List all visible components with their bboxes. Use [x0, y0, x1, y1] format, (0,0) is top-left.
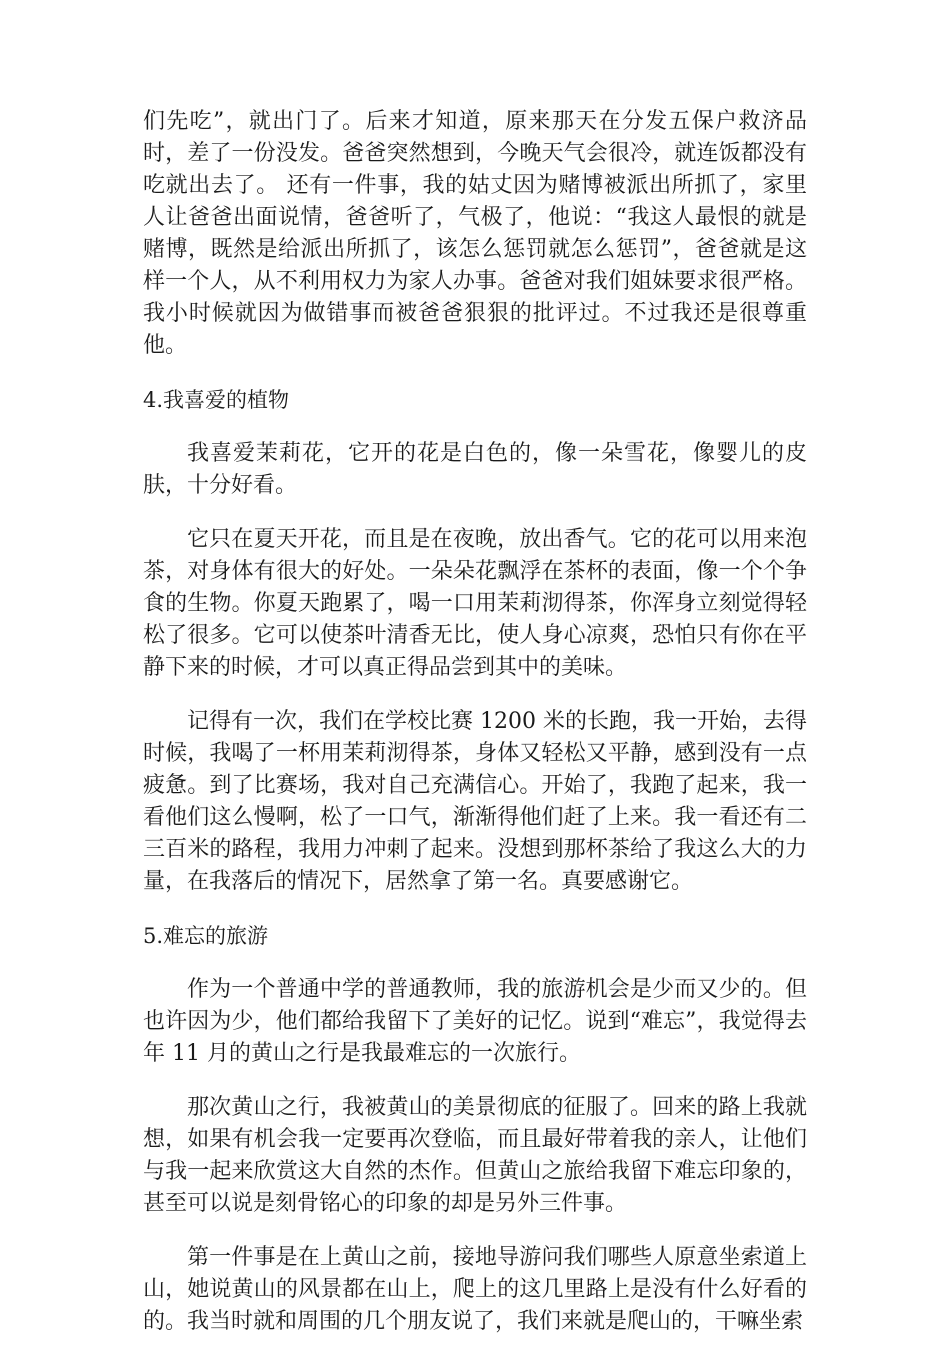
paragraph-travel-intro: 作为一个普通中学的普通教师，我的旅游机会是少而又少的。但也许因为少，他们都给我留下了美好的记忆。说到“难忘”，我觉得去年 11 月的黄山之行是我最难忘的一次旅行。 [143, 977, 807, 1066]
paragraph-jasmine-intro: 我喜爱茉莉花，它开的花是白色的，像一朵雪花，像婴儿的皮肤，十分好看。 [143, 441, 807, 498]
paragraph-father-story: 们先吃”，就出门了。后来才知道，原来那天在分发五保户救济品时，差了一份没发。爸爸突然想到，今晚天气会很冷，就连饭都没有吃就出去了。 还有一件事，我的姑丈因为赌博被派出所抓了，家里人让爸爸出面说情，爸爸听了，气极了，他说：“我这人最恨的就是赌博，既然是给派出所抓了，该怎么惩罚就怎么惩罚”，爸爸就是这样一个人，从不利用权力为家人办事。爸爸对我们姐妹要求很严格。我小时候就因为做错事而被爸爸狠狠的批评过。不过我还是很尊重他。 [143, 109, 807, 358]
paragraph-jasmine-tea: 它只在夏天开花，而且是在夜晚，放出香气。它的花可以用来泡茶，对身体有很大的好处。一朵朵花飘浮在茶杯的表面，像一个个争食的生物。你夏天跑累了，喝一口用茉莉沏得茶，你浑身立刻觉得轻松了很多。它可以使茶叶清香无比，使人身心凉爽，恐怕只有你在平静下来的时候，才可以真正得品尝到其中的美味。 [143, 527, 807, 680]
paragraph-race-story: 记得有一次，我们在学校比赛 1200 米的长跑，我一开始，去得时候，我喝了一杯用茉莉沏得茶，身体又轻松又平静，感到没有一点疲惫。到了比赛场，我对自己充满信心。开始了，我跑了起来，我一看他们这么慢啊，松了一口气，渐渐得他们赶了上来。我一看还有二三百米的路程，我用力冲刺了起来。没想到那杯茶给了我这么大的力量，在我落后的情况下，居然拿了第一名。真要感谢它。 [143, 709, 807, 894]
section-heading-plants: 4.我喜爱的植物 [143, 388, 290, 412]
paragraph-cable-car: 第一件事是在上黄山之前，接地导游问我们哪些人原意坐索道上山，她说黄山的风景都在山上，爬上的这几里路上是没有什么好看的的。我当时就和周围的几个朋友说了，我们来就是爬山的，干嘛坐索 [143, 1245, 807, 1334]
section-heading-travel: 5.难忘的旅游 [143, 924, 269, 948]
document-body [143, 106, 807, 1360]
paragraph-huangshan: 那次黄山之行，我被黄山的美景彻底的征服了。回来的路上我就想，如果有机会我一定要再次登临，而且最好带着我的亲人，让他们与我一起来欣赏这大自然的杰作。但黄山之旅给我留下难忘印象的，甚至可以说是刻骨铭心的印象的却是另外三件事。 [143, 1095, 807, 1216]
